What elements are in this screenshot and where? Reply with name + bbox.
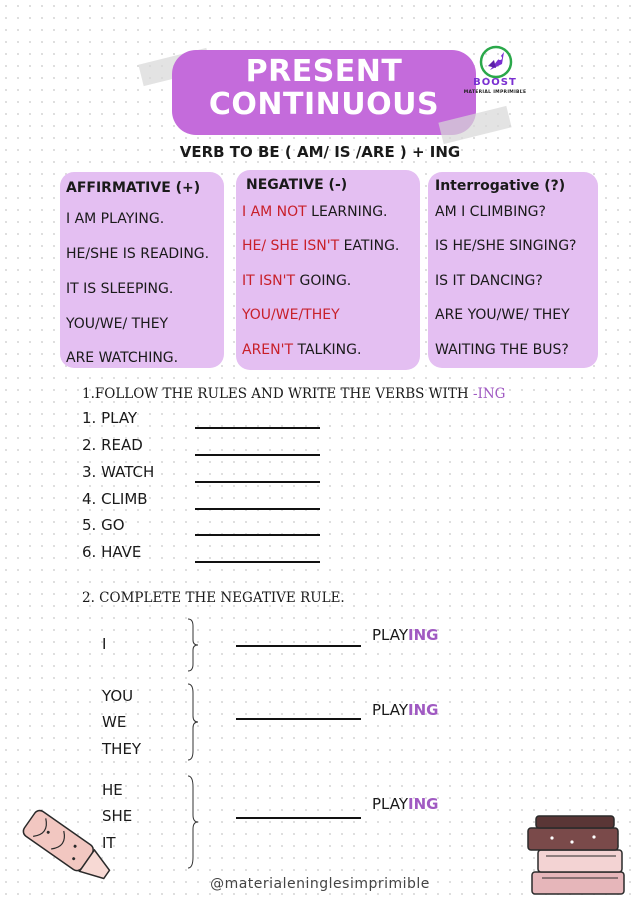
- negative-aux: YOU/WE/THEY: [242, 307, 340, 323]
- answer-line[interactable]: [236, 817, 361, 819]
- section1-heading-accent: -ING: [472, 386, 506, 402]
- interrogative-line: WAITING THE BUS?: [435, 342, 569, 358]
- negative-line: [242, 342, 361, 358]
- affirmative-line: ARE WATCHING.: [66, 350, 179, 366]
- verb-playing: [372, 701, 438, 719]
- pronoun: WE: [102, 713, 127, 731]
- pronoun: SHE: [102, 807, 133, 825]
- answer-line[interactable]: [195, 427, 320, 429]
- affirmative-box: [60, 172, 224, 368]
- pronoun: THEY: [102, 740, 142, 758]
- verb-item: 2. READ: [82, 436, 143, 454]
- negative-verb: TALKING.: [293, 342, 362, 358]
- logo-name: BOOST: [473, 77, 517, 88]
- negative-line: [242, 238, 399, 254]
- pronoun: YOU: [102, 687, 134, 705]
- interrogative-box: [428, 172, 598, 368]
- curly-brace-icon: [184, 775, 200, 869]
- negative-verb: EATING.: [339, 238, 400, 254]
- pronoun: I: [102, 635, 107, 653]
- negative-verb: GOING.: [295, 273, 352, 289]
- verb-playing: [372, 626, 438, 644]
- curly-brace-icon: [184, 683, 200, 761]
- section1-heading-text: 1.FOLLOW THE RULES AND WRITE THE VERBS WITH: [82, 386, 473, 402]
- answer-line[interactable]: [195, 561, 320, 563]
- verb-suffix: ING: [408, 701, 439, 719]
- pronoun: HE: [102, 781, 123, 799]
- answer-line[interactable]: [195, 534, 320, 536]
- grammar-subtitle: VERB TO BE ( AM/ IS /ARE ) + ING: [179, 143, 461, 161]
- interrogative-line: ARE YOU/WE/ THEY: [435, 307, 570, 323]
- section1-heading: [82, 386, 505, 402]
- verb-playing: [372, 795, 438, 813]
- logo-subtitle: MATERIAL IMPRIMIBLE: [463, 90, 527, 95]
- verb-suffix: ING: [408, 795, 439, 813]
- verb-base: PLAY: [372, 626, 409, 644]
- negative-header: NEGATIVE (-): [246, 177, 348, 193]
- interrogative-line: IS IT DANCING?: [435, 273, 543, 289]
- interrogative-line: AM I CLIMBING?: [435, 204, 546, 220]
- curly-brace-icon: [184, 618, 200, 672]
- answer-line[interactable]: [195, 481, 320, 483]
- negative-line: [242, 273, 351, 289]
- section2-heading: 2. COMPLETE THE NEGATIVE RULE.: [82, 590, 345, 606]
- negative-aux: AREN'T: [242, 342, 294, 358]
- interrogative-header: Interrogative (?): [435, 178, 566, 194]
- answer-line[interactable]: [236, 718, 361, 720]
- verb-item: 3. WATCH: [82, 463, 155, 481]
- verb-item: 4. CLIMB: [82, 490, 148, 508]
- negative-aux: HE/ SHE ISN'T: [242, 238, 340, 254]
- affirmative-line: I AM PLAYING.: [66, 211, 165, 227]
- affirmative-header: AFFIRMATIVE (+): [66, 180, 201, 196]
- verb-item: 5. GO: [82, 516, 125, 534]
- affirmative-line: IT IS SLEEPING.: [66, 281, 174, 297]
- negative-box: [236, 170, 420, 370]
- affirmative-line: YOU/WE/ THEY: [66, 316, 169, 332]
- negative-line: [242, 204, 388, 220]
- page-title-line2: CONTINUOUS: [208, 87, 440, 122]
- interrogative-line: IS HE/SHE SINGING?: [435, 238, 577, 254]
- answer-line[interactable]: [195, 508, 320, 510]
- negative-aux: I AM NOT: [242, 204, 307, 220]
- verb-base: PLAY: [372, 701, 409, 719]
- verb-suffix: ING: [408, 626, 439, 644]
- pronoun: IT: [102, 834, 116, 852]
- verb-base: PLAY: [372, 795, 409, 813]
- negative-line: [242, 307, 340, 323]
- answer-line[interactable]: [236, 645, 361, 647]
- answer-line[interactable]: [195, 454, 320, 456]
- page-title-line1: PRESENT: [245, 54, 403, 89]
- affirmative-line: HE/SHE IS READING.: [66, 246, 210, 262]
- verb-item: 6. HAVE: [82, 543, 142, 561]
- footer-handle: @materialeninglesimprimible: [210, 876, 430, 892]
- negative-aux: IT ISN'T: [242, 273, 296, 289]
- verb-item: 1. PLAY: [82, 409, 138, 427]
- negative-verb: LEARNING.: [306, 204, 388, 220]
